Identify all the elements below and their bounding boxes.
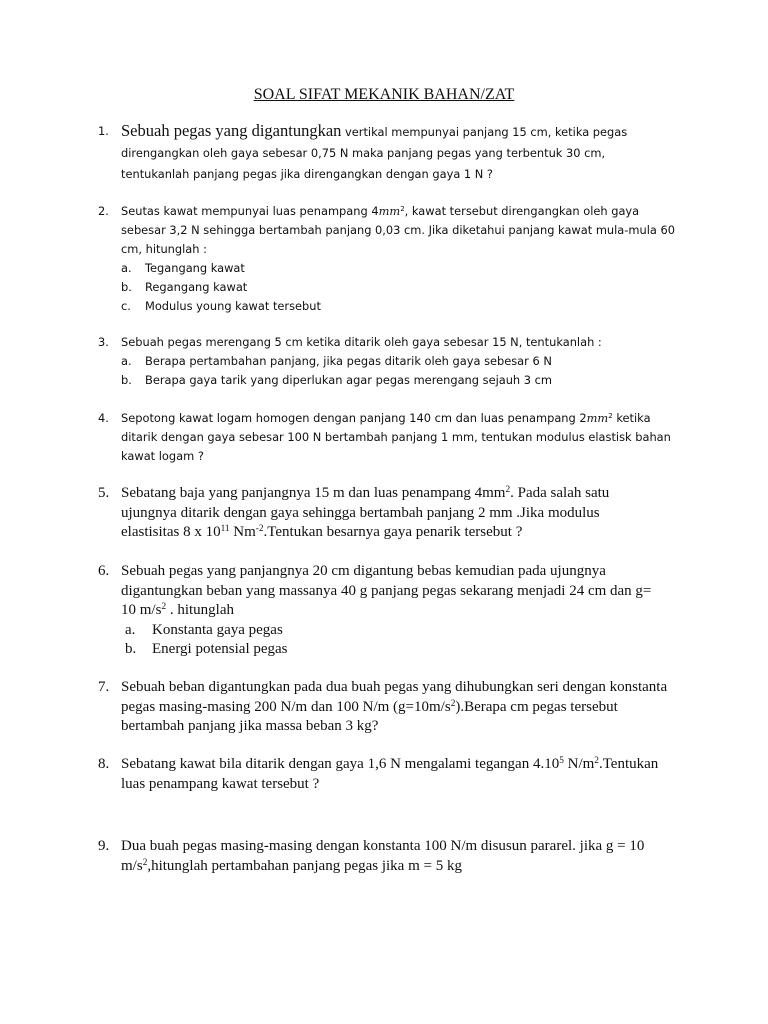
sub-question-list (121, 621, 698, 660)
question-text: Sebuah beban digantungkan pada dua buah pegas yang dihubungkan seri dengan konstanta pegas masing-masing 200 N/m dan 100 N/m $(g=10m/s^2).Berapa$ cm pegas tersebut bertambah panjang jika massa beban 3 kg? (121, 679, 668, 734)
question-2 (98, 202, 698, 316)
question-text: Sebatang baja yang panjangnya 15 m dan luas penampang $4mm^2$. Pada salah satu ujungnya ditarik dengan gaya sehingga bertambah panjang 2 mm .Jika modulus elastisitas 8 x $10^{11}$ $Nm^{-2}.Tentukan$ besarnya gaya penarik tersebut ? (121, 484, 610, 540)
question-9 (98, 837, 698, 876)
question-number: 4. (98, 411, 109, 425)
question-text: Seutas kawat mempunyai luas penampang $4mm^2$, kawat tersebut direngangkan oleh gaya sebesar 3,2 N sehingga bertambah panjang 0,03 cm. Jika diketahui panjang kawat mula-mula 60 cm, hitunglah : a. Tegangang kawat b. Regangang kawat c. Modulus young kawat tersebut (121, 202, 698, 316)
sub-question-list (121, 352, 698, 390)
question-number: 7. (98, 679, 110, 695)
sub-question-list (121, 259, 698, 316)
document-title: SOAL SIFAT MEKANIK BAHAN/ZAT (253, 86, 515, 103)
question-3 (98, 333, 698, 390)
question-number: 6. (98, 563, 110, 579)
question-5 (98, 484, 698, 543)
question-number: 1. (98, 124, 109, 138)
question-number: 5. (98, 485, 110, 501)
question-4 (98, 409, 698, 466)
question-number: 8. (98, 756, 110, 772)
question-text: Sebuah pegas yang panjangnya 20 cm digantung bebas kemudian pada ujungnya digantungkan beban yang massanya 40 g panjang pegas sekarang menjadi 24 cm dan g= 10 $m/s^2$ . hitunglah a. Konstanta gaya pegas b. Energi potensial pegas (121, 562, 698, 660)
question-text: Sebatang kawat bila ditarik dengan gaya 1,6 N mengalami tegangan 4.10$^5$ $N/m^2.Tentukan$ luas penampang kawat tersebut ? (121, 755, 659, 792)
question-text: Sebuah pegas merengang 5 cm ketika ditarik oleh gaya sebesar 15 N, tentukanlah : a. Berapa pertambahan panjang, jika pegas ditarik oleh gaya sebesar 6 N b. Berapa gaya tarik yang diperlukan agar pegas merengang sejauh 3 cm (121, 333, 698, 390)
list-item: c. Modulus young kawat tersebut (121, 299, 321, 313)
question-text: Sebuah pegas yang digantungkan vertikal mempunyai panjang 15 cm, ketika pegas direngangkan oleh gaya sebesar 0,75 N maka panjang pegas yang terbentuk 30 cm, tentukanlah panjang pegas jika direngangkan dengan gaya 1 N ? (121, 121, 628, 181)
list-item: b. Energi potensial pegas (125, 641, 288, 657)
question-text: Sepotong kawat logam homogen dengan panjang 140 cm dan luas penampang $2mm^2$ ketika ditarik dengan gaya sebesar 100 N bertambah panjang 1 mm, tentukan modulus elastisk bahan kawat logam ? (121, 411, 671, 463)
question-number: 2. (98, 204, 109, 218)
question-8 (98, 755, 698, 794)
question-text: Dua buah pegas masing-masing dengan konstanta 100 N/m disusun pararel. jika g = 10 $m/s^2,hitunglah$ pertambahan panjang pegas jika m = 5 kg (121, 838, 645, 874)
question-7 (98, 678, 698, 737)
list-item: a. Berapa pertambahan panjang, jika pegas ditarik oleh gaya sebesar 6 N (121, 354, 552, 368)
list-item: a. Tegangang kawat (121, 261, 245, 275)
question-number: 9. (98, 838, 110, 854)
list-item: b. Berapa gaya tarik yang diperlukan agar pegas merengang sejauh 3 cm (121, 373, 553, 387)
list-item: b. Regangang kawat (121, 280, 248, 294)
question-6 (98, 562, 698, 660)
question-number: 3. (98, 335, 109, 349)
list-item: a. Konstanta gaya pegas (125, 621, 283, 638)
question-1 (98, 120, 698, 185)
